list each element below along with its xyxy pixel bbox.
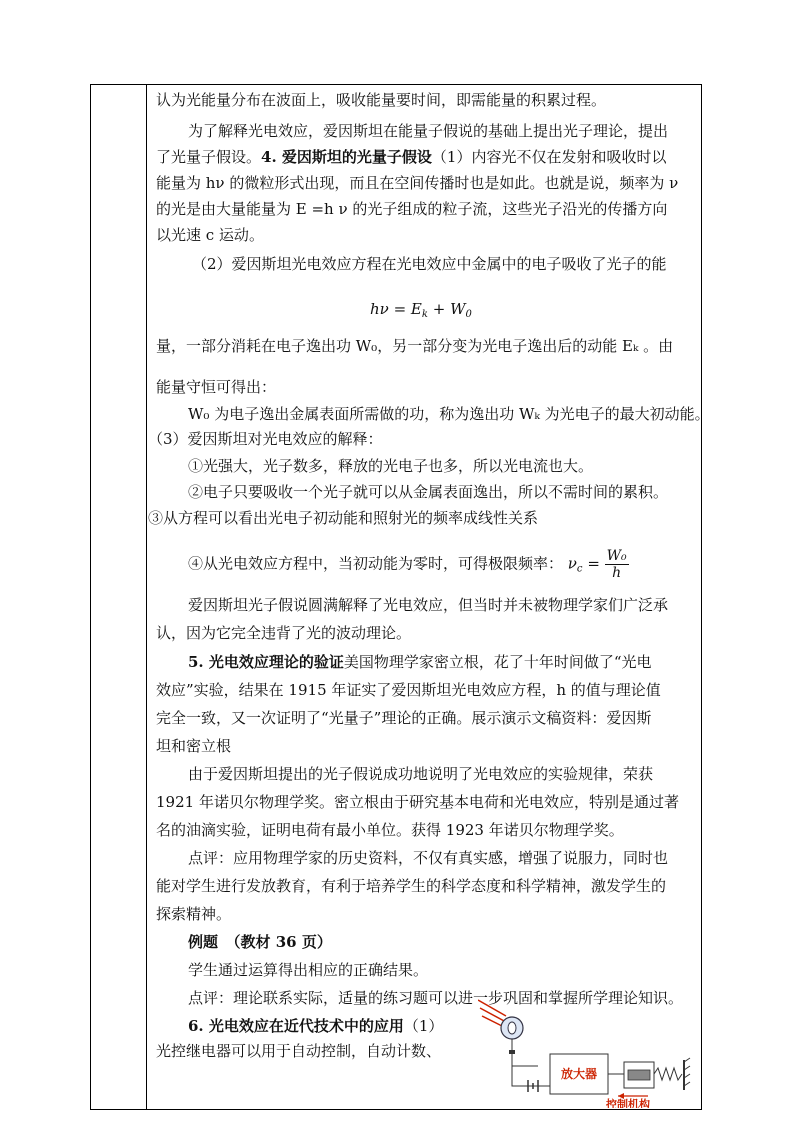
photocell-cathode — [508, 1022, 516, 1034]
coil-icon — [628, 1070, 650, 1080]
paragraph-line — [188, 1016, 443, 1036]
photo-relay-diagram — [478, 998, 700, 1108]
einstein-equation — [370, 300, 472, 320]
paragraph-line: 的光是由大量能量为 E =h ν 的光子组成的粒子流，这些光子沿光的传播方向 — [156, 200, 668, 218]
photocell-base — [509, 1050, 515, 1054]
wire — [512, 1054, 538, 1066]
example-heading: 例题 （教材 36 页） — [188, 933, 332, 951]
text-span: 美国物理学家密立根，花了十年时间做了“光电 — [343, 653, 652, 671]
paragraph-line: 能对学生进行发放教育，有利于培养学生的科学态度和科学精神，激发学生的 — [156, 877, 667, 895]
paragraph-line: W₀ 为电子逸出金属表面所需做的功，称为逸出功 Wₖ 为光电子的最大初动能。 — [188, 405, 710, 423]
control-mechanism-label: 控制机构 — [606, 1098, 650, 1108]
paragraph-line — [188, 548, 629, 581]
formula-part: k — [421, 309, 428, 320]
paragraph-line: 爱因斯坦光子假说圆满解释了光电效应，但当时并未被物理学家们广泛承 — [188, 596, 669, 614]
text-span: 了光量子假设。 — [156, 148, 262, 166]
paragraph-line: 学生通过运算得出相应的正确结果。 — [188, 961, 429, 979]
paragraph-line: 以光速 c 运动。 — [156, 226, 264, 244]
paragraph-line: ①光强大，光子数多，释放的光电子也多，所以光电流也大。 — [188, 457, 594, 475]
paragraph-line: 坦和密立根 — [156, 737, 232, 755]
paragraph-line: 光控继电器可以用于自动控制，自动计数、 — [156, 1042, 442, 1060]
paragraph-line — [156, 147, 666, 167]
paragraph-line: 认，因为它完全违背了光的波动理论。 — [156, 624, 412, 642]
paragraph-line: （3）爱因斯坦对光电效应的解释： — [148, 430, 383, 448]
table-left-column — [90, 84, 147, 1110]
formula-part: ν — [567, 554, 577, 573]
paragraph-line: 点评：应用物理学家的历史资料，不仅有真实感，增强了说服力，同时也 — [188, 849, 669, 867]
paragraph-line: 探索精神。 — [156, 905, 232, 923]
paragraph-line — [188, 652, 652, 672]
formula-part: c — [576, 563, 583, 575]
paragraph-line: ③从方程可以看出光电子初动能和照射光的频率成线性关系 — [148, 509, 539, 527]
paragraph-line: ②电子只要吸收一个光子就可以从金属表面逸出，所以不需时间的累积。 — [188, 483, 669, 501]
section-heading: 4. 爱因斯坦的光量子假设 — [261, 148, 432, 166]
paragraph-line: 为了解释光电效应，爱因斯坦在能量子假说的基础上提出光子理论，提出 — [188, 122, 669, 140]
paragraph-line: 认为光能量分布在波面上，吸收能量要时间，即需能量的积累过程。 — [156, 91, 607, 109]
threshold-frequency-fraction — [605, 548, 629, 581]
formula-part: E — [410, 300, 422, 318]
paragraph-line: 能量为 hν 的微粒形式出现，而且在空间传播时也是如此。也就是说，频率为 ν — [156, 174, 679, 192]
formula-part: W — [450, 300, 466, 318]
light-ray — [480, 1008, 506, 1022]
formula-part: hν — [370, 300, 389, 318]
paragraph-line: 完全一致，又一次证明了“光量子”理论的正确。展示演示文稿资料：爱因斯 — [156, 709, 652, 727]
section-heading: 5. 光电效应理论的验证 — [188, 653, 344, 671]
light-ray — [478, 1000, 506, 1016]
formula-part: 0 — [465, 309, 472, 320]
text-span: （1） — [403, 1017, 444, 1035]
text-span: （1）内容光不仅在发射和吸收时以 — [431, 148, 667, 166]
paragraph-line: 量，一部分消耗在电子逸出功 W₀，另一部分变为光电子逸出后的动能 Eₖ 。由 — [156, 337, 674, 355]
amplifier-label: 放大器 — [560, 1067, 598, 1081]
fraction-denominator: h — [612, 565, 622, 581]
paragraph-line: 1921 年诺贝尔物理学奖。密立根由于研究基本电荷和光电效应，特别是通过著 — [156, 793, 679, 811]
paragraph-line: （2）爱因斯坦光电效应方程在光电效应中金属中的电子吸收了光子的能 — [192, 255, 667, 273]
wire — [512, 1066, 550, 1086]
formula-part: + — [432, 300, 446, 318]
relay-circuit-svg — [478, 998, 700, 1108]
spring-icon — [654, 1068, 682, 1080]
paragraph-line: 名的油滴实验，证明电荷有最小单位。获得 1923 年诺贝尔物理学奖。 — [156, 821, 624, 839]
paragraph-line: 效应”实验，结果在 1915 年证实了爱因斯坦光电效应方程，h 的值与理论值 — [156, 681, 661, 699]
paragraph-line: 点评：理论联系实际，适量的练习题可以进一步巩固和掌握所学理论知识。 — [188, 989, 684, 1007]
text-span: ④从光电效应方程中，当初动能为零时，可得极限频率： — [188, 554, 564, 573]
formula-part: = — [587, 554, 600, 573]
section-heading: 6. 光电效应在近代技术中的应用 — [188, 1017, 404, 1035]
paragraph-line: 由于爱因斯坦提出的光子假说成功地说明了光电效应的实验规律，荣获 — [188, 765, 654, 783]
fraction-numerator: W₀ — [606, 548, 627, 564]
formula-part: = — [393, 300, 407, 318]
paragraph-line: 能量守恒可得出： — [156, 378, 277, 396]
